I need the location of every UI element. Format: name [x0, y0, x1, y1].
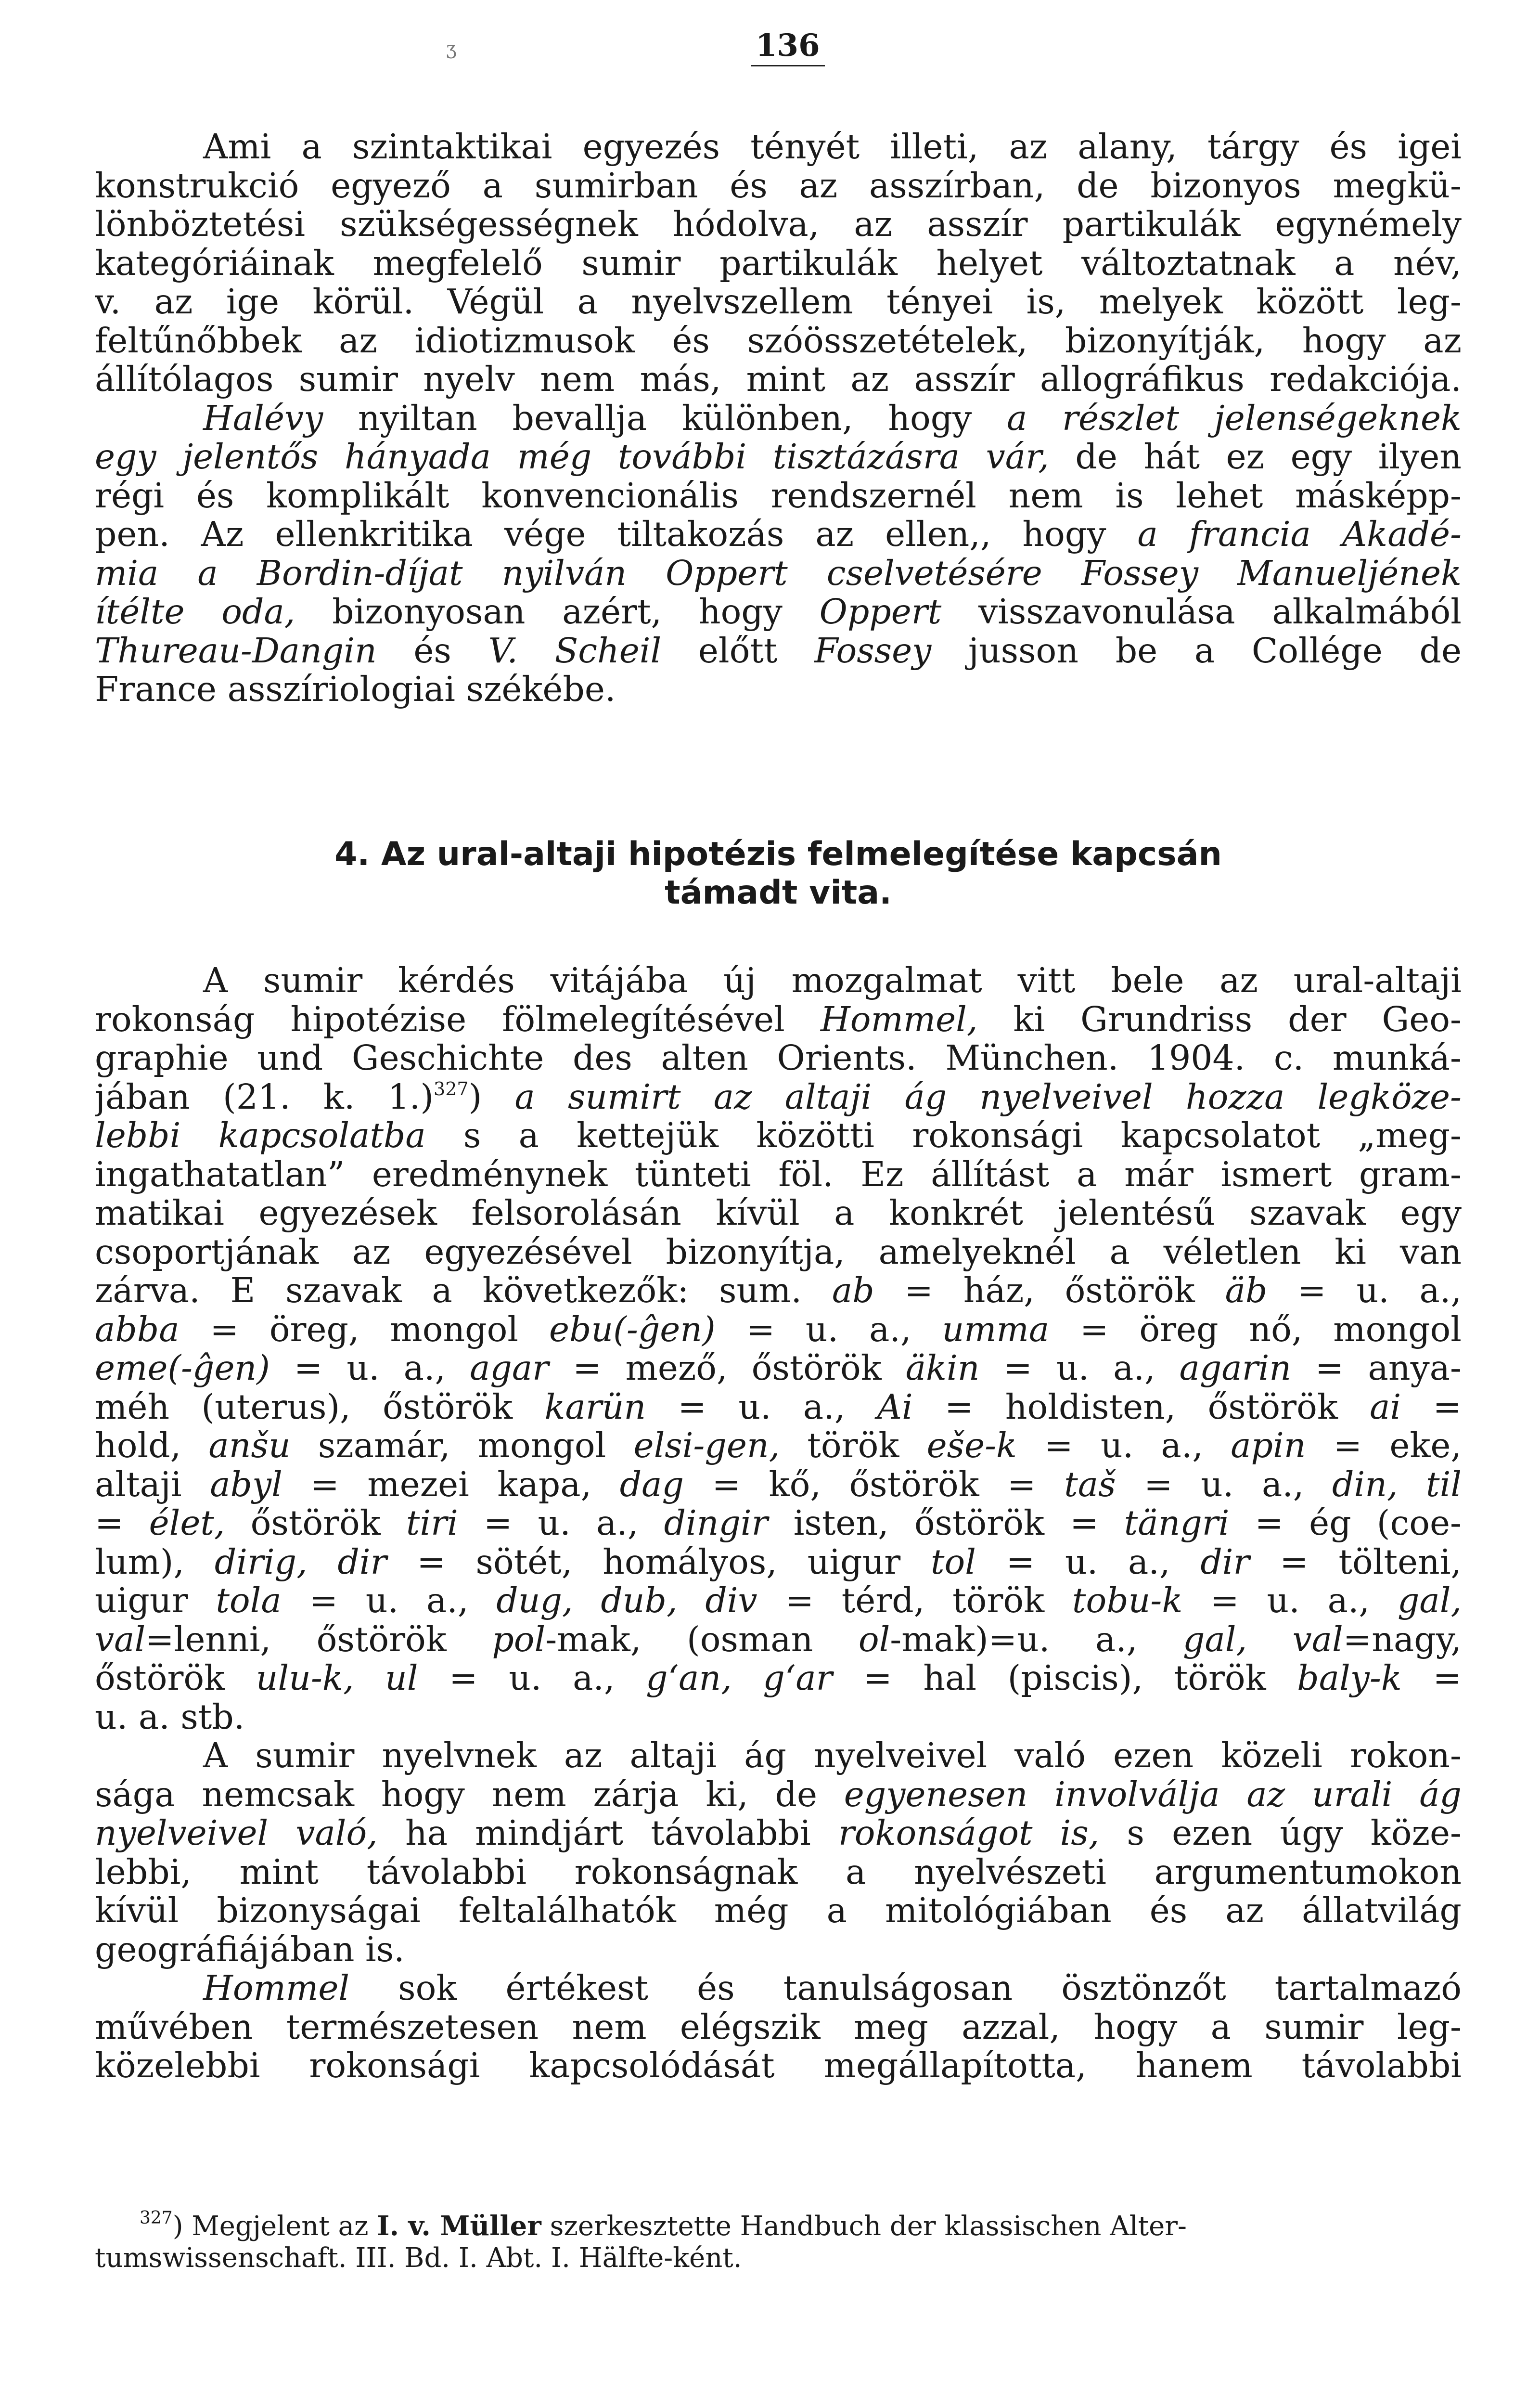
text-line [95, 1659, 1462, 1698]
text-run: szamár, mongol [290, 1426, 634, 1465]
text-line: közelebbi rokonsági kapcsolódását megállapította, hanem távolabbi [95, 2046, 1462, 2085]
text-run: rokonság hipotézise fölmelegítésével [95, 1000, 821, 1039]
text-run: = u. a., [646, 1387, 877, 1426]
text-line [95, 1465, 1462, 1504]
word-form: dir [1200, 1542, 1250, 1581]
word-form: ol [858, 1620, 890, 1659]
word-form: dirig, dir [214, 1542, 387, 1581]
text-line [95, 399, 1462, 438]
text-line [95, 1504, 1462, 1543]
text-run: pen. Az ellenkritika vége tiltakozás az ellen,, hogy [95, 515, 1138, 554]
text-run: = [1401, 1387, 1462, 1426]
text-line [95, 1000, 1462, 1039]
text-line: lönböztetési szükségességnek hódolva, az asszír partikulák egynémely [95, 205, 1462, 244]
author-name: Hommel, [820, 1000, 978, 1039]
text-line [95, 1620, 1462, 1659]
text-run: = u. a., [979, 1349, 1180, 1388]
text-run: visszavonulása alkalmából [941, 593, 1462, 632]
word-form: Ai [877, 1387, 913, 1426]
paragraph-4 [95, 1736, 1462, 1969]
text-line [95, 1969, 1462, 2008]
word-form: äb [1225, 1271, 1268, 1310]
text-run: = u. a., [1182, 1581, 1398, 1620]
text-run: = u. a., [281, 1581, 497, 1620]
word-form: dingir [664, 1504, 768, 1543]
word-form: elsi-gen, [633, 1426, 780, 1465]
word-form: gal, val [1183, 1620, 1343, 1659]
text-run: = u. a., [975, 1542, 1201, 1581]
text-line: A sumir nyelvnek az altaji ág nyelveivel való ezen közeli rokon- [203, 1736, 1462, 1775]
section-heading-line-2: támadt vita. [665, 874, 892, 912]
text-line: graphie und Geschichte des alten Orients. München. 1904. c. munká- [95, 1039, 1462, 1078]
text-line: ingathatatlan” eredménynek tünteti föl. Ez állítást a már ismert gram- [95, 1155, 1462, 1194]
page-number: 136 [751, 26, 825, 66]
word-form: pol [492, 1620, 546, 1659]
text-line: geográfiájában is. [95, 1930, 405, 1969]
text-line [95, 1078, 1462, 1117]
text-run: = u. a., [1267, 1271, 1462, 1310]
word-form: tol [930, 1542, 976, 1581]
author-name: Thureau-Dangin [95, 631, 377, 670]
text-run: nyiltan bevallja különben, hogy [323, 399, 1007, 438]
footnote [95, 2202, 1462, 2274]
author-name: Oppert [819, 593, 942, 632]
text-run: ) [468, 1077, 515, 1116]
text-line [95, 632, 1462, 671]
footnote-reference: 327 [434, 1078, 469, 1100]
text-line [95, 593, 1462, 632]
text-line: művében természetesen nem elégszik meg azzal, hogy a sumir leg- [95, 2007, 1462, 2046]
text-line: kategóriáinak megfelelő sumir partikulák helyet változtatnak a név, [95, 244, 1462, 283]
paragraph-3 [95, 961, 1462, 1736]
text-line: v. az ige körül. Végül a nyelvszellem tényei is, melyek között leg- [95, 283, 1462, 322]
text-line [95, 1775, 1462, 1814]
text-run: = kő, őstörök = [683, 1465, 1065, 1504]
emphasis: rokonságot is, [838, 1814, 1100, 1853]
word-form: eše-k [926, 1426, 1017, 1465]
author-name: Hommel [203, 1969, 350, 2008]
text-line: A sumir kérdés vitájába új mozgalmat vitt bele az ural-altaji [203, 961, 1462, 1000]
text-run: -mak, (osman [545, 1620, 859, 1659]
text-run: =nagy, [1343, 1620, 1462, 1659]
text-run: = holdisten, őstörök [912, 1387, 1370, 1426]
text-run: bizonyosan azért, hogy [295, 593, 820, 632]
text-run: = térd, török [757, 1581, 1072, 1620]
word-form: eme(-ĝen) [95, 1349, 270, 1388]
section-heading-line-1: 4. Az ural-altaji hipotézis felmelegítése kapcsán [334, 835, 1222, 873]
emphasis: a sumirt az altaji ág nyelveivel hozza legköze- [514, 1077, 1462, 1116]
text-run: de hát ez egy ilyen [1049, 438, 1462, 477]
text-run: = mezei kapa, [282, 1465, 620, 1504]
emphasis: a részlet jelenségeknek [1006, 399, 1462, 438]
word-form: karün [544, 1387, 646, 1426]
text-run: = ég (coe- [1229, 1504, 1462, 1543]
emphasis: a francia Akadé- [1137, 515, 1462, 554]
text-run: uigur [95, 1581, 216, 1620]
text-run: = u. a., [715, 1310, 942, 1349]
emphasis: ítélte oda, [95, 593, 295, 632]
text-run: = ház, őstörök [874, 1271, 1225, 1310]
section-heading [95, 835, 1462, 912]
emphasis: egy jelentős hányada még további tisztázásra vár, [95, 438, 1049, 477]
word-form: dag [619, 1465, 684, 1504]
word-form: ai [1370, 1387, 1401, 1426]
text-run: előtt [661, 631, 815, 670]
text-run: jában (21. k. 1.) [95, 1077, 434, 1116]
text-run: ha mindjárt távolabbi [377, 1814, 838, 1853]
text-run: = u. a., [1116, 1465, 1333, 1504]
word-form: tola [216, 1581, 282, 1620]
text-line: mia a Bordin-díjat nyilván Oppert cselvetésére Fossey Manueljének [95, 554, 1462, 593]
word-form: baly-k [1297, 1659, 1402, 1698]
text-run: török [780, 1426, 927, 1465]
word-form: ulu-k, ul [256, 1659, 418, 1698]
word-form: taš [1064, 1465, 1116, 1504]
text-run: = anya- [1291, 1349, 1462, 1388]
footnote-line [140, 2202, 1462, 2242]
text-line [95, 1271, 1462, 1310]
word-form: abyl [210, 1465, 282, 1504]
text-run: isten, őstörök = [768, 1504, 1124, 1543]
emphasis: lebbi kapcsolatba [95, 1116, 426, 1155]
text-run: őstörök [225, 1504, 406, 1543]
text-line: konstrukció egyező a sumirban és az asszírban, de bizonyos megkü- [95, 166, 1462, 205]
text-line: feltűnőbbek az idiotizmusok és szóösszetételek, bizonyítják, hogy az [95, 321, 1462, 360]
text-line [95, 515, 1462, 554]
paragraph-1 [95, 128, 1462, 399]
text-run: altaji [95, 1465, 210, 1504]
text-line [95, 1116, 1462, 1155]
text-run: zárva. E szavak a következők: sum. [95, 1271, 832, 1310]
author-name: Halévy [203, 399, 323, 438]
text-run: s a kettejük közötti rokonsági kapcsolatot „meg- [425, 1116, 1462, 1155]
text-line [95, 1814, 1462, 1853]
word-form: anšu [208, 1426, 291, 1465]
paragraph-2 [95, 399, 1462, 709]
text-line: France asszíriologiai székébe. [95, 670, 616, 709]
word-form: apin [1231, 1426, 1306, 1465]
author-name: V. Scheil [488, 631, 662, 670]
word-form: dug, dub, div [496, 1581, 757, 1620]
emphasis: nyelveivel való, [95, 1814, 378, 1853]
text-line: matikai egyezések felsorolásán kívül a konkrét jelentésű szavak egy [95, 1194, 1462, 1233]
text-run: hold, [95, 1426, 209, 1465]
word-form: din, til [1332, 1465, 1462, 1504]
text-line: kívül bizonyságai feltalálhatók még a mitológiában és az állatvilág [95, 1891, 1462, 1930]
word-form: tobu-k [1072, 1581, 1183, 1620]
text-line [95, 1349, 1462, 1388]
text-line [95, 1543, 1462, 1582]
text-line [95, 438, 1462, 477]
word-form: agar [470, 1349, 549, 1388]
text-line: Ami a szintaktikai egyezés tényét illeti, az alany, tárgy és igei [203, 128, 1462, 167]
text-line: állítólagos sumir nyelv nem más, mint az asszír allográfikus redakciója. [95, 360, 1462, 399]
footnote-line: tumswissenschaft. III. Bd. I. Abt. I. Hälfte-ként. [95, 2242, 742, 2274]
text-line [95, 1310, 1462, 1349]
text-run: = u. a., [270, 1349, 470, 1388]
word-form: gal, [1397, 1581, 1462, 1620]
text-line [95, 1388, 1462, 1427]
text-line [95, 1426, 1462, 1465]
stray-mark: ʒ [446, 38, 457, 59]
text-run: = öreg, mongol [179, 1310, 549, 1349]
text-run: ki Grundriss der Geo- [977, 1000, 1462, 1039]
text-line: régi és komplikált konvencionális rendszernél nem is lehet másképp- [95, 476, 1462, 515]
text-run: = u. a., [458, 1504, 664, 1543]
text-run: = mező, őstörök [549, 1349, 906, 1388]
text-run: és [376, 631, 488, 670]
text-run: = [95, 1504, 149, 1543]
text-run: = u. a., [1017, 1426, 1231, 1465]
text-run: jusson be a Collége de [931, 631, 1462, 670]
word-form: umma [942, 1310, 1050, 1349]
text-line: u. a. stb. [95, 1697, 245, 1736]
footnote-mark: 327 [140, 2208, 173, 2228]
word-form: g‘an, g‘ar [646, 1659, 833, 1698]
text-run: s ezen úgy köze- [1099, 1814, 1462, 1853]
text-run: szerkesztette Handbuch der klassischen Alter- [541, 2211, 1187, 2242]
text-run: lum), [95, 1542, 215, 1581]
word-form: tängri [1124, 1504, 1230, 1543]
text-run: =lenni, őstörök [145, 1620, 492, 1659]
paragraph-5 [95, 1969, 1462, 2085]
word-form: élet, [149, 1504, 225, 1543]
word-form: tiri [406, 1504, 458, 1543]
text-run: méh (uterus), őstörök [95, 1387, 545, 1426]
word-form: äkin [905, 1349, 980, 1388]
word-form: ab [832, 1271, 874, 1310]
word-form: agarin [1179, 1349, 1292, 1388]
text-line: lebbi, mint távolabbi rokonságnak a nyelvészeti argumentumokon [95, 1852, 1462, 1891]
text-run: sága nemcsak hogy nem zárja ki, de [95, 1775, 844, 1814]
text-run: = u. a., [418, 1659, 646, 1698]
text-block-top [95, 128, 1462, 709]
text-run: = [1401, 1659, 1462, 1698]
emphasis: egyenesen involválja az urali ág [844, 1775, 1462, 1814]
word-form: abba [95, 1310, 180, 1349]
text-run: = eke, [1306, 1426, 1462, 1465]
text-line: csoportjának az egyezésével bizonyítja, amelyeknél a véletlen ki van [95, 1232, 1462, 1271]
editor-name: I. v. Müller [377, 2210, 541, 2242]
text-run: = öreg nő, mongol [1049, 1310, 1462, 1349]
text-line [95, 1581, 1462, 1620]
text-run: = tölteni, [1249, 1542, 1462, 1581]
text-run: ) Megjelent az [172, 2211, 377, 2242]
word-form: ebu(-ĝen) [549, 1310, 716, 1349]
text-run: őstörök [95, 1659, 256, 1698]
text-run: sok értékest és tanulságosan ösztönzőt tartalmazó [349, 1969, 1462, 2008]
word-form: val [95, 1620, 146, 1659]
text-block-bottom [95, 961, 1462, 2085]
text-run: = hal (piscis), török [832, 1659, 1297, 1698]
text-run: = sötét, homályos, uigur [386, 1542, 931, 1581]
text-run: -mak)=u. a., [890, 1620, 1183, 1659]
author-name: Fossey [814, 631, 932, 670]
